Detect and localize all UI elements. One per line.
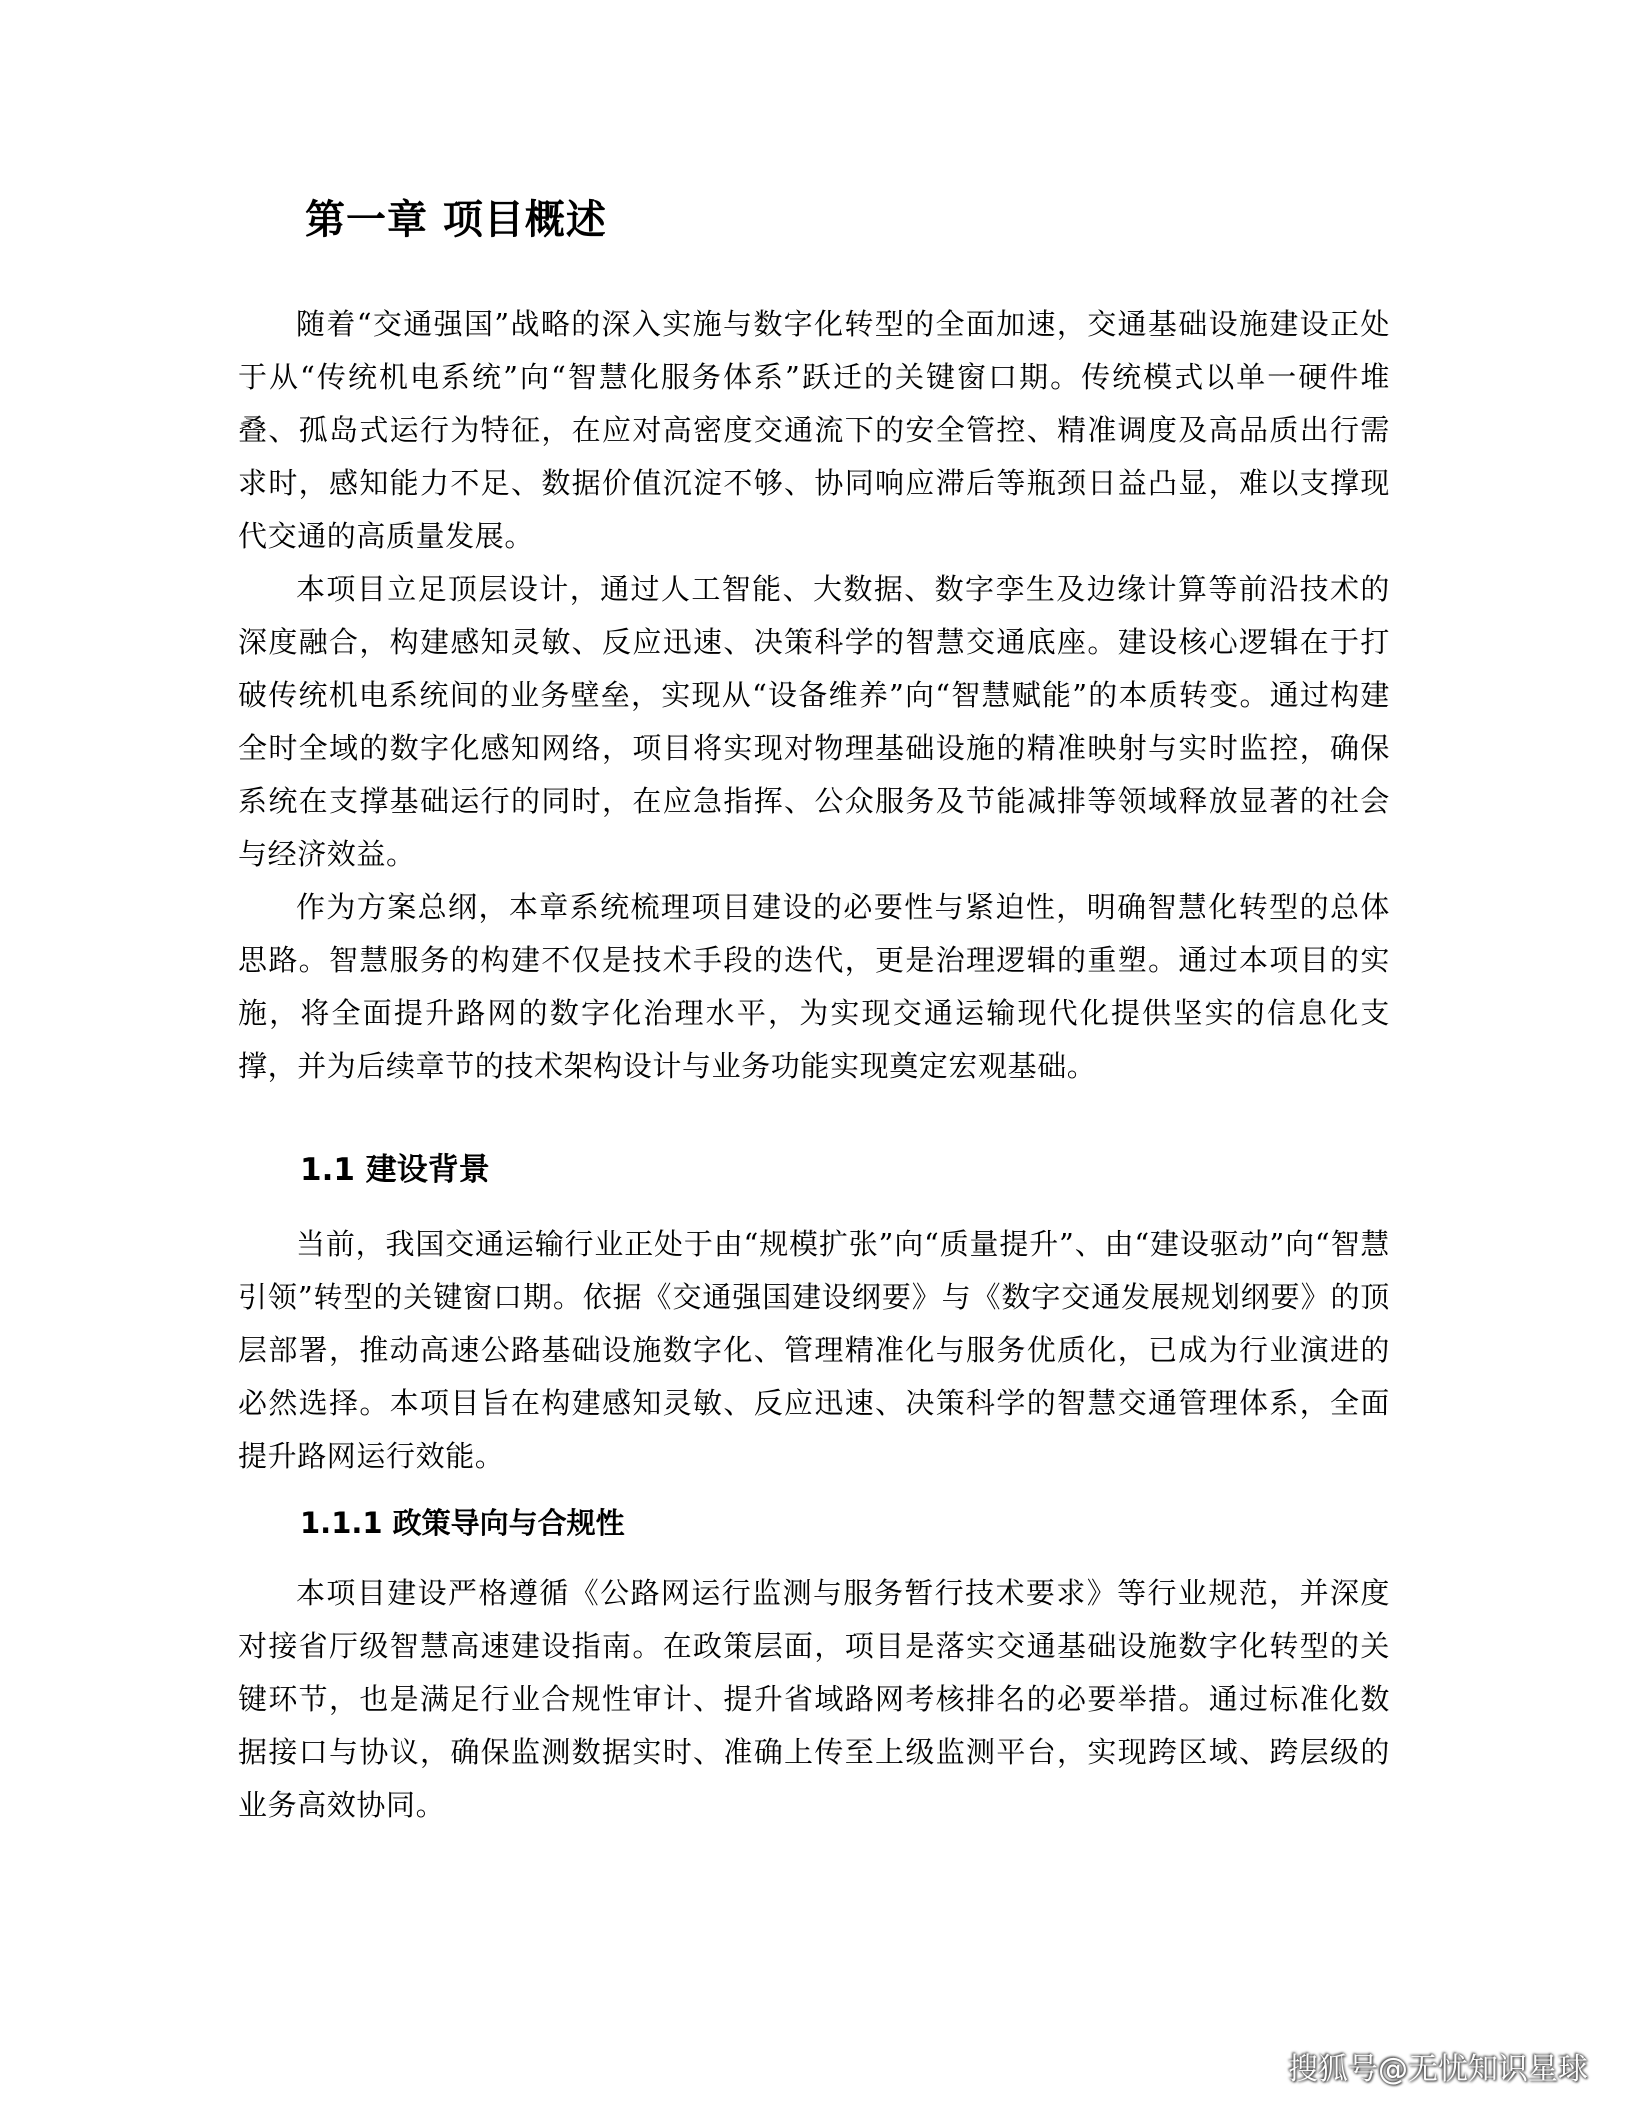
intro-paragraph-1: 随着“交通强国”战略的深入实施与数字化转型的全面加速，交通基础设施建设正处于从“传统机电系统”向“智慧化服务体系”跃迁的关键窗口期。传统模式以单一硬件堆叠、孤岛式运行为特征，在应对高密度交通流下的安全管控、精准调度及高品质出行需求时，感知能力不足、数据价值沉淀不够、协同响应滞后等瓶颈日益凸显，难以支撑现代交通的高质量发展。 — [238, 307, 1390, 553]
chapter-title: 第一章 项目概述 — [305, 197, 607, 243]
intro-section — [238, 298, 1390, 1093]
source-watermark: 搜狐号@无忧知识星球 — [1288, 2052, 1588, 2087]
section-1-1-1-heading: 1.1.1 政策导向与合规性 — [300, 1506, 625, 1540]
section-1-1-heading: 1.1 建设背景 — [300, 1152, 490, 1188]
section-1-1-body — [238, 1218, 1390, 1483]
intro-paragraph-3: 作为方案总纲，本章系统梳理项目建设的必要性与紧迫性，明确智慧化转型的总体思路。智慧服务的构建不仅是技术手段的迭代，更是治理逻辑的重塑。通过本项目的实施，将全面提升路网的数字化治理水平，为实现交通运输现代化提供坚实的信息化支撑，并为后续章节的技术架构设计与业务功能实现奠定宏观基础。 — [238, 890, 1390, 1083]
section-1-1-1-paragraph: 本项目建设严格遵循《公路网运行监测与服务暂行技术要求》等行业规范，并深度对接省厅级智慧高速建设指南。在政策层面，项目是落实交通基础设施数字化转型的关键环节，也是满足行业合规性审计、提升省域路网考核排名的必要举措。通过标准化数据接口与协议，确保监测数据实时、准确上传至上级监测平台，实现跨区域、跨层级的业务高效协同。 — [238, 1576, 1390, 1822]
section-1-1-1-body — [238, 1567, 1390, 1832]
section-1-1-paragraph: 当前，我国交通运输行业正处于由“规模扩张”向“质量提升”、由“建设驱动”向“智慧引领”转型的关键窗口期。依据《交通强国建设纲要》与《数字交通发展规划纲要》的顶层部署，推动高速公路基础设施数字化、管理精准化与服务优质化，已成为行业演进的必然选择。本项目旨在构建感知灵敏、反应迅速、决策科学的智慧交通管理体系，全面提升路网运行效能。 — [238, 1227, 1390, 1473]
intro-paragraph-2: 本项目立足顶层设计，通过人工智能、大数据、数字孪生及边缘计算等前沿技术的深度融合，构建感知灵敏、反应迅速、决策科学的智慧交通底座。建设核心逻辑在于打破传统机电系统间的业务壁垒，实现从“设备维养”向“智慧赋能”的本质转变。通过构建全时全域的数字化感知网络，项目将实现对物理基础设施的精准映射与实时监控，确保系统在支撑基础运行的同时，在应急指挥、公众服务及节能减排等领域释放显著的社会与经济效益。 — [238, 572, 1390, 871]
